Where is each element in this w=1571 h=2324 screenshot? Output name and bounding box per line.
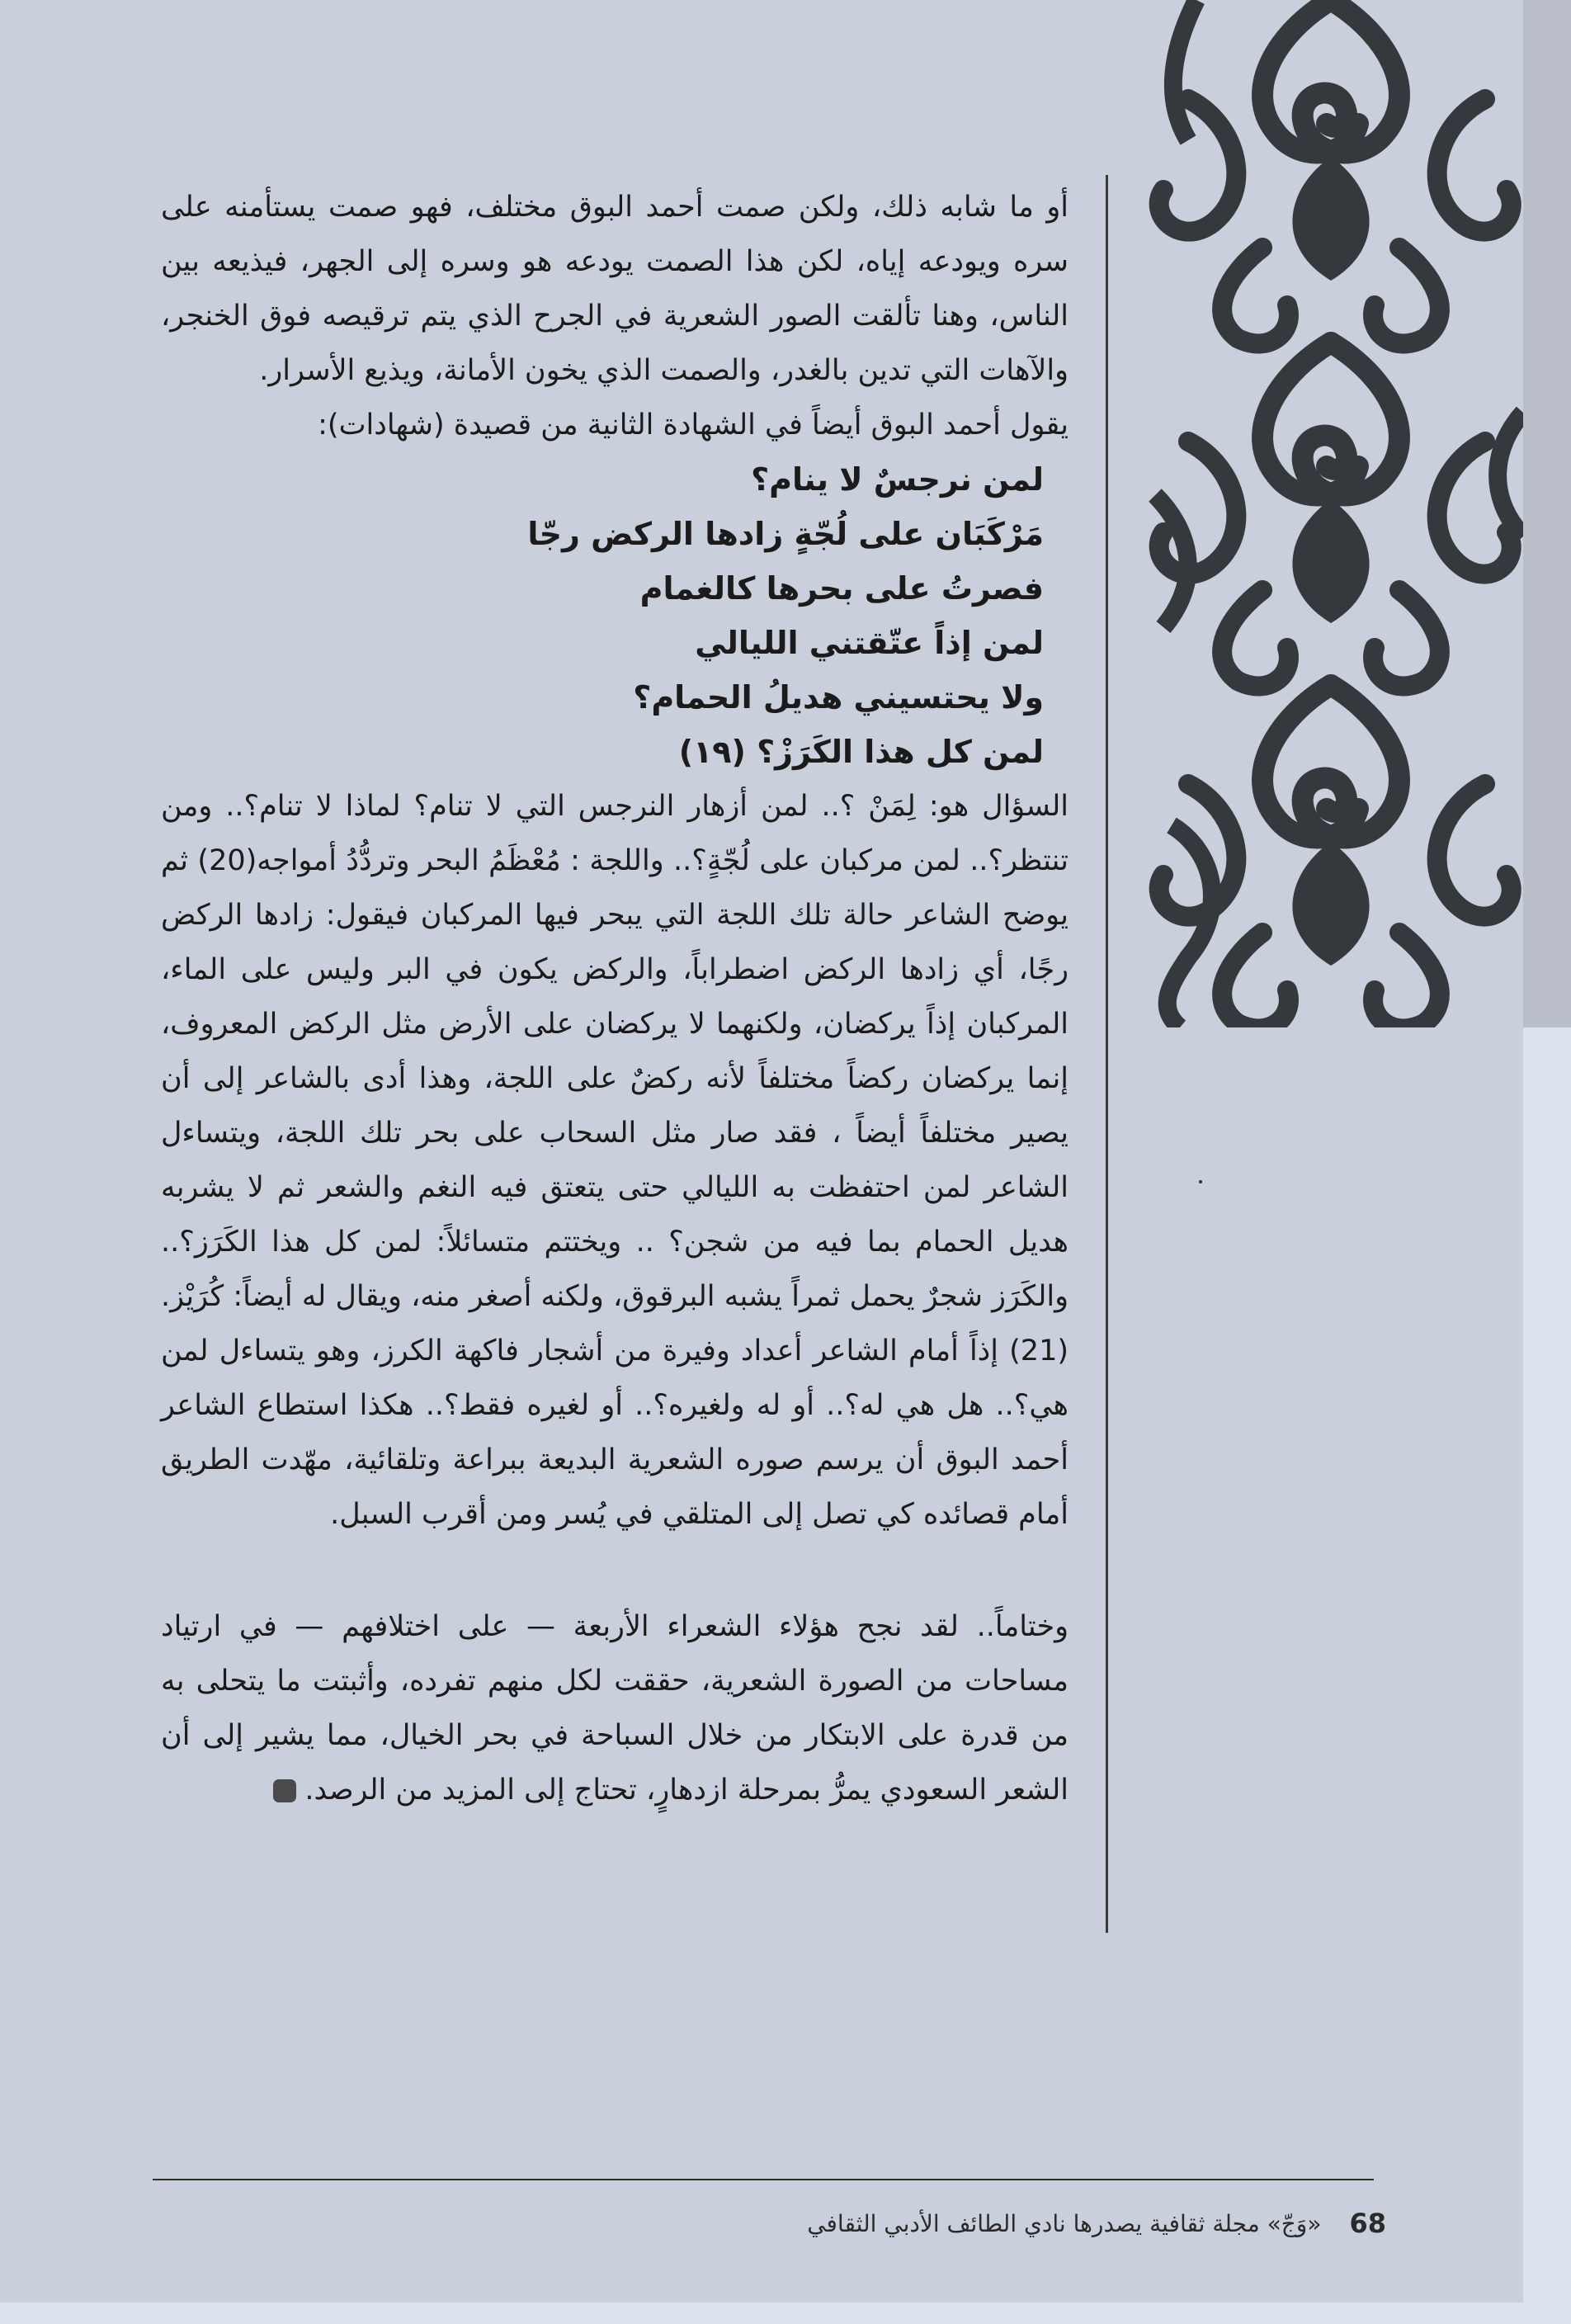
end-mark-icon: [273, 1779, 296, 1802]
poem-line: مَرْكَبَان على لُجّةٍ زادها الركض رجّا: [527, 516, 1044, 552]
poem-line: ولا يحتسيني هديلُ الحمام؟: [633, 679, 1044, 716]
journal-name: «وَجّ» مجلة ثقافية يصدرها نادي الطائف الأدبي الثقافي: [807, 2209, 1322, 2237]
arabesque-ornament: [1139, 0, 1523, 1027]
print-speck: [1199, 1180, 1202, 1183]
poem-line: فصرتُ على بحرها كالغمام: [639, 570, 1044, 607]
poem-line: لمن كل هذا الكَرَزْ؟ (١٩): [678, 734, 1044, 770]
conclusion-text: وختاماً.. لقد نجح هؤلاء الشعراء الأربعة — على اختلافهم — في ارتياد مساحات من الصورة الشعرية، حققت لكل منهم تفرده، وأثبتت ما يتحلى به من قدرة على الابتكار من خلال السباحة في بحر الخيال، مما يشير إلى أن الشعر السعودي يمرُّ بمرحلة ازدهارٍ، تحتاج إلى المزيد من الرصد.: [161, 1610, 1069, 1807]
poem-line: لمن نرجسٌ لا ينام؟: [751, 461, 1044, 498]
paragraph-gap: [161, 1542, 1069, 1599]
column-divider: [1106, 175, 1108, 1933]
paragraph: السؤال هو: لِمَنْ ؟.. لمن أزهار النرجس التي لا تنام؟ لماذا لا تنام؟.. ومن تنتظر؟.. لمن مركبان على لُجّةٍ؟.. واللجة : مُعْظَمُ البحر وتردُّدُ أمواجه(20) ثم يوضح الشاعر حالة تلك اللجة التي يبحر فيها المركبان فيقول: زادها الركض رجًا، أي زادها الركض اضطراباً، والركض يكون في البر وليس على الماء، المركبان إذاً يركضان، ولكنهما لا يركضان على الأرض مثل الركض المعروف، إنما يركضان ركضاً مختلفاً لأنه ركضٌ على اللجة، وهذا أدى بالشاعر إلى أن يصير مختلفاً أيضاً ، فقد صار مثل السحاب على بحر تلك اللجة، ويتساءل الشاعر لمن احتفظت به الليالي حتى يتعتق فيه النغم والشعر ثم لا يشربه هديل الحمام بما فيه من شجن؟ .. ويختتم متسائلاً: لمن كل هذا الكَرَز؟.. والكَرَز شجرٌ يحمل ثمراً يشبه البرقوق، ولكنه أصغر منه، ويقال له أيضاً: كُرَيْز. (21) إذاً أمام الشاعر أعداد وفيرة من أشجار فاكهة الكرز، وهو يتساءل لمن هي؟.. هل هي له؟.. أو له ولغيره؟.. أو لغيره فقط؟.. هكذا استطاع الشاعر أحمد البوق أن يرسم صوره الشعرية البديعة ببراعة وتلقائية، مهّدت الطريق أمام قصائده كي تصل إلى المتلقي في يُسر ومن أقرب السبل.: [161, 790, 1069, 1531]
paragraph: أو ما شابه ذلك، ولكن صمت أحمد البوق مختلف، فهو صمت يستأمنه على سره ويودعه إياه، لكن هذا الصمت يودعه هو وسره إلى الجهر، فيذيعه بين الناس، وهنا تألقت الصور الشعرية في الجرح الذي يتم ترقيصه فوق الخنجر، والآهات التي تدين بالغدر، والصمت الذي يخون الأمانة، ويذيع الأسرار.: [161, 191, 1069, 387]
conclusion-paragraph: [161, 1599, 1069, 1817]
poem-quote: [161, 452, 1069, 779]
page-edge-shadow: [1523, 0, 1571, 1027]
page-number: 68: [1349, 2208, 1386, 2239]
page-footer: [743, 2199, 1386, 2248]
article-column: [161, 180, 1069, 1817]
footer-rule: [153, 2179, 1374, 2180]
poem-line: لمن إذاً عتّقتني الليالي: [695, 625, 1044, 661]
paragraph: يقول أحمد البوق أيضاً في الشهادة الثانية من قصيدة (شهادات):: [318, 409, 1069, 442]
